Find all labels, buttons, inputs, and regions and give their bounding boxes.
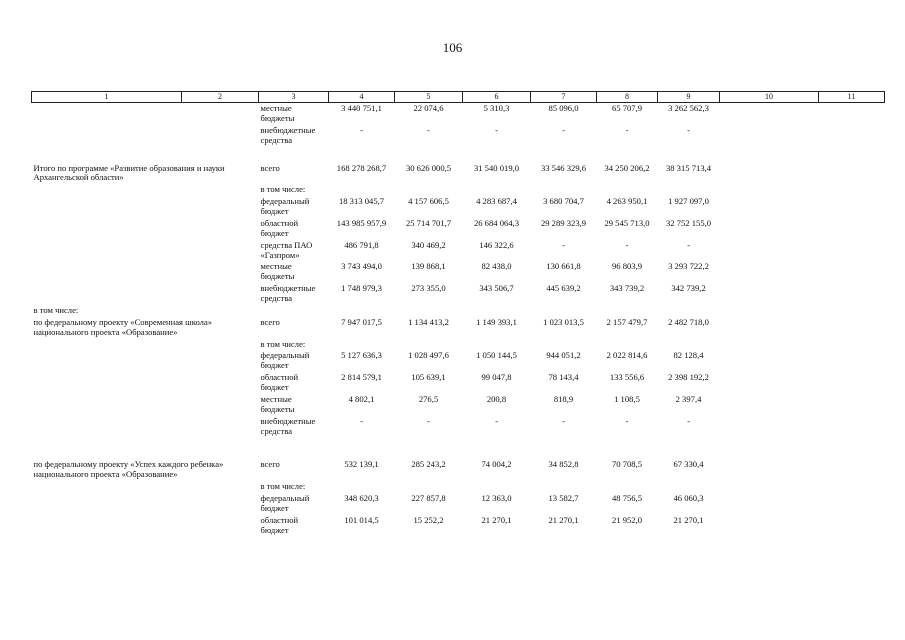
empty-cell	[720, 184, 819, 196]
empty-cell	[720, 493, 819, 515]
amount-cell: 133 556,6	[609, 372, 645, 383]
amount-cell: 33 546 329,6	[540, 162, 587, 173]
empty-cell	[720, 261, 819, 283]
amount-cell: 101 014,5	[344, 514, 379, 525]
amount-cell: 30 626 000,5	[405, 162, 452, 173]
column-header: 3	[259, 92, 329, 103]
amount-cell: 82 438,0	[481, 261, 512, 272]
table-row	[32, 493, 885, 515]
amount-cell: -	[625, 124, 629, 135]
amount-cell: 4 802,1	[348, 393, 375, 404]
funding-source: всего	[260, 162, 280, 173]
empty-cell	[720, 103, 819, 125]
program-name	[32, 218, 259, 240]
amount-cell: 276,5	[418, 393, 439, 404]
empty-cell	[720, 350, 819, 372]
amount-cell: 486 791,8	[344, 239, 379, 250]
program-name	[32, 416, 259, 438]
amount-cell: 85 096,0	[548, 103, 579, 113]
amount-cell	[531, 184, 597, 196]
column-header: 1	[32, 92, 182, 103]
amount-cell: 5 310,3	[483, 103, 510, 113]
amount-cell: -	[687, 124, 690, 135]
amount-cell: 46 060,3	[673, 493, 704, 503]
amount-cell: 65 707,9	[611, 103, 643, 113]
amount-cell	[395, 339, 463, 351]
amount-cell: 130 661,8	[546, 261, 581, 272]
amount-cell: 1 108,5	[614, 393, 640, 404]
column-header: 11	[819, 92, 885, 103]
empty-cell	[819, 481, 885, 493]
table-row	[32, 515, 885, 537]
funding-source: областной бюджет	[260, 372, 299, 392]
amount-cell: 3 262 562,3	[668, 103, 709, 113]
funding-source: местные бюджеты	[260, 261, 295, 282]
amount-cell	[531, 481, 597, 493]
table-row	[32, 416, 885, 438]
amount-cell	[597, 305, 658, 317]
amount-cell: 4 263 950,1	[606, 196, 648, 207]
amount-cell: 99 047,8	[481, 372, 512, 383]
amount-cell: -	[427, 415, 430, 426]
table-row	[32, 350, 885, 372]
amount-cell: 74 004,2	[481, 459, 512, 470]
amount-cell: 13 582,7	[548, 493, 579, 503]
column-header: 9	[658, 92, 720, 103]
funding-source: внебюджетные средства	[260, 124, 316, 145]
program-name	[32, 261, 259, 283]
amount-cell: 1 050 144,5	[476, 350, 517, 361]
empty-cell	[720, 240, 819, 262]
amount-cell: 1 134 413,2	[408, 316, 449, 327]
table-row	[32, 372, 885, 394]
amount-cell: -	[360, 415, 363, 426]
funding-source: всего	[260, 316, 280, 327]
amount-cell: 1 927 097,0	[668, 196, 709, 207]
amount-cell	[597, 481, 658, 493]
amount-cell	[531, 305, 597, 317]
amount-cell: 38 315 713,4	[665, 162, 712, 173]
column-header: 5	[395, 92, 463, 103]
empty-cell	[819, 240, 885, 262]
funding-source: внебюджетные средства	[260, 283, 316, 303]
amount-cell: 4 283 687,4	[476, 196, 517, 207]
amount-cell: 67 330,4	[673, 459, 704, 470]
amount-cell: -	[625, 415, 629, 426]
funding-source: областной бюджет	[260, 514, 299, 535]
amount-cell: 143 985 957,9	[336, 217, 387, 228]
spacer-cell	[32, 437, 885, 459]
amount-cell: 18 313 045,7	[338, 196, 385, 207]
empty-cell	[819, 103, 885, 125]
table-row	[32, 196, 885, 218]
page-number: 106	[442, 40, 463, 55]
program-name	[32, 184, 259, 196]
amount-cell: 139 868,1	[411, 261, 446, 272]
empty-cell	[819, 350, 885, 372]
amount-cell: 2 482 718,0	[668, 316, 709, 327]
empty-cell	[720, 305, 819, 317]
table-row	[32, 339, 885, 351]
amount-cell: 12 363,0	[481, 493, 512, 503]
amount-cell: 34 852,8	[548, 459, 579, 470]
program-name	[32, 394, 259, 416]
program-name	[32, 240, 259, 262]
program-name	[32, 493, 259, 515]
empty-cell	[819, 515, 885, 537]
funding-source: местные бюджеты	[260, 393, 295, 414]
amount-cell	[329, 305, 395, 317]
amount-cell: -	[427, 124, 430, 135]
amount-cell: -	[625, 239, 629, 250]
amount-cell: 15 252,2	[413, 514, 444, 525]
empty-cell	[819, 394, 885, 416]
amount-cell: 21 952,0	[611, 514, 643, 525]
empty-cell	[819, 163, 885, 185]
column-header: 7	[531, 92, 597, 103]
amount-cell	[329, 184, 395, 196]
table-row	[32, 125, 885, 147]
column-header: 2	[182, 92, 259, 103]
table-row	[32, 240, 885, 262]
empty-cell	[819, 372, 885, 394]
amount-cell: 342 739,2	[671, 283, 706, 294]
amount-cell: 168 278 268,7	[336, 162, 387, 173]
empty-cell	[819, 196, 885, 218]
program-name: в том числе:	[33, 304, 79, 315]
amount-cell: 2 022 814,6	[606, 350, 648, 361]
empty-cell	[819, 459, 885, 481]
amount-cell	[658, 184, 720, 196]
amount-cell: 96 803,9	[611, 261, 643, 272]
amount-cell: 343 739,2	[609, 283, 645, 294]
funding-source: всего	[260, 459, 280, 470]
amount-cell: 285 243,2	[411, 459, 446, 470]
spacer-row	[32, 437, 885, 459]
amount-cell: 1 023 013,5	[543, 316, 584, 327]
amount-cell: 532 139,1	[344, 459, 379, 470]
funding-source: внебюджетные средства	[260, 415, 316, 436]
program-name	[32, 481, 259, 493]
empty-cell	[720, 283, 819, 305]
empty-cell	[819, 283, 885, 305]
amount-cell: -	[687, 415, 690, 426]
program-name	[32, 125, 259, 147]
empty-cell	[720, 339, 819, 351]
spacer-row	[32, 147, 885, 163]
funding-source: средства ПАО «Газпром»	[260, 239, 313, 260]
amount-cell: 32 752 155,0	[665, 217, 712, 228]
table-row	[32, 459, 885, 481]
empty-cell	[720, 125, 819, 147]
empty-cell	[819, 218, 885, 240]
empty-cell	[720, 394, 819, 416]
amount-cell	[658, 305, 720, 317]
amount-cell	[395, 184, 463, 196]
amount-cell: -	[495, 415, 498, 426]
funding-source	[259, 305, 329, 317]
column-header: 10	[720, 92, 819, 103]
amount-cell	[597, 184, 658, 196]
empty-cell	[720, 416, 819, 438]
empty-cell	[720, 372, 819, 394]
amount-cell: 4 157 606,5	[408, 196, 449, 207]
table-row	[32, 394, 885, 416]
empty-cell	[819, 339, 885, 351]
amount-cell: 29 545 713,0	[604, 217, 650, 228]
amount-cell	[597, 339, 658, 351]
amount-cell: 48 756,5	[611, 493, 643, 503]
funding-source: в том числе:	[260, 338, 306, 349]
program-name	[32, 196, 259, 218]
amount-cell	[463, 339, 531, 351]
program-name	[32, 350, 259, 372]
program-name: по федеральному проекту «Современная школа» национального проекта «Образование»	[33, 316, 213, 337]
funding-source: федеральный бюджет	[260, 350, 310, 371]
funding-source: местные бюджеты	[260, 103, 295, 123]
amount-cell: 5 127 636,3	[341, 350, 382, 361]
amount-cell: -	[687, 239, 690, 250]
program-name	[32, 372, 259, 394]
amount-cell: 26 684 064,3	[473, 217, 520, 228]
amount-cell: 3 293 722,2	[668, 261, 709, 272]
amount-cell: 227 857,8	[411, 493, 446, 503]
amount-cell: 2 814 579,1	[341, 372, 382, 383]
amount-cell	[658, 339, 720, 351]
amount-cell: 1 748 979,3	[341, 283, 382, 294]
budget-table	[31, 91, 885, 537]
amount-cell: 21 270,1	[481, 514, 512, 525]
amount-cell: 70 708,5	[611, 459, 643, 470]
amount-cell: 3 743 494,0	[341, 261, 382, 272]
empty-cell	[720, 317, 819, 339]
amount-cell	[329, 481, 395, 493]
amount-cell	[329, 339, 395, 351]
amount-cell: 200,8	[486, 393, 507, 404]
empty-cell	[819, 184, 885, 196]
funding-source: в том числе:	[260, 481, 306, 492]
amount-cell: 2 397,4	[675, 393, 702, 404]
amount-cell: 78 143,4	[548, 372, 579, 383]
amount-cell	[531, 339, 597, 351]
table-row	[32, 103, 885, 125]
amount-cell	[463, 481, 531, 493]
spacer-cell	[32, 147, 885, 163]
amount-cell: 273 355,0	[411, 283, 446, 294]
funding-source: областной бюджет	[260, 217, 299, 238]
amount-cell: 29 289 323,9	[540, 217, 587, 228]
amount-cell: 105 639,1	[411, 372, 446, 383]
table-row	[32, 184, 885, 196]
amount-cell: -	[562, 239, 565, 250]
table-row	[32, 305, 885, 317]
amount-cell	[463, 305, 531, 317]
empty-cell	[720, 196, 819, 218]
amount-cell	[395, 305, 463, 317]
program-name	[32, 515, 259, 537]
empty-cell	[720, 481, 819, 493]
empty-cell	[819, 317, 885, 339]
empty-cell	[819, 305, 885, 317]
table-row	[32, 261, 885, 283]
empty-cell	[819, 493, 885, 515]
column-header: 6	[463, 92, 531, 103]
amount-cell: 25 714 701,7	[405, 217, 452, 228]
amount-cell: 3 680 704,7	[543, 196, 584, 207]
amount-cell	[463, 184, 531, 196]
amount-cell: 21 270,1	[673, 514, 704, 525]
table-row	[32, 218, 885, 240]
empty-cell	[819, 125, 885, 147]
program-name	[32, 103, 259, 125]
empty-cell	[720, 459, 819, 481]
amount-cell: 1 028 497,6	[408, 350, 449, 361]
amount-cell: 31 540 019,0	[473, 162, 520, 173]
amount-cell: 340 469,2	[411, 239, 446, 250]
amount-cell: 343 506,7	[479, 283, 514, 294]
amount-cell: 818,9	[553, 393, 574, 404]
amount-cell: 445 639,2	[546, 283, 581, 294]
amount-cell: 3 440 751,1	[341, 103, 382, 113]
funding-source: в том числе:	[260, 184, 306, 195]
amount-cell: 2 398 192,2	[668, 372, 709, 383]
amount-cell: -	[562, 124, 565, 135]
funding-source: федеральный бюджет	[260, 493, 310, 513]
amount-cell: 34 250 206,2	[604, 162, 650, 173]
amount-cell	[395, 481, 463, 493]
amount-cell	[658, 481, 720, 493]
amount-cell: 1 149 393,1	[476, 316, 517, 327]
empty-cell	[720, 515, 819, 537]
amount-cell: -	[562, 415, 565, 426]
table-row	[32, 283, 885, 305]
amount-cell: 2 157 479,7	[606, 316, 648, 327]
empty-cell	[720, 218, 819, 240]
amount-cell: -	[360, 124, 363, 135]
table-row	[32, 317, 885, 339]
amount-cell: 82 128,4	[673, 350, 704, 361]
amount-cell: 348 620,3	[344, 493, 379, 503]
table-row	[32, 481, 885, 493]
column-header: 8	[597, 92, 658, 103]
empty-cell	[819, 261, 885, 283]
amount-cell: -	[495, 124, 498, 135]
table-row	[32, 163, 885, 185]
amount-cell: 7 947 017,5	[341, 316, 382, 327]
amount-cell: 146 322,6	[479, 239, 514, 250]
program-name: Итого по программе «Развитие образования и науки Архангельской области»	[33, 162, 225, 183]
column-number-header	[32, 92, 885, 103]
program-name	[32, 339, 259, 351]
amount-cell: 22 074,6	[413, 103, 444, 113]
column-header: 4	[329, 92, 395, 103]
amount-cell: 944 051,2	[546, 350, 581, 361]
empty-cell	[819, 416, 885, 438]
funding-source: федеральный бюджет	[260, 196, 310, 216]
empty-cell	[720, 163, 819, 185]
program-name: по федеральному проекту «Успех каждого ребенка» национального проекта «Образование»	[33, 459, 224, 480]
program-name	[32, 283, 259, 305]
amount-cell: 21 270,1	[548, 514, 579, 525]
